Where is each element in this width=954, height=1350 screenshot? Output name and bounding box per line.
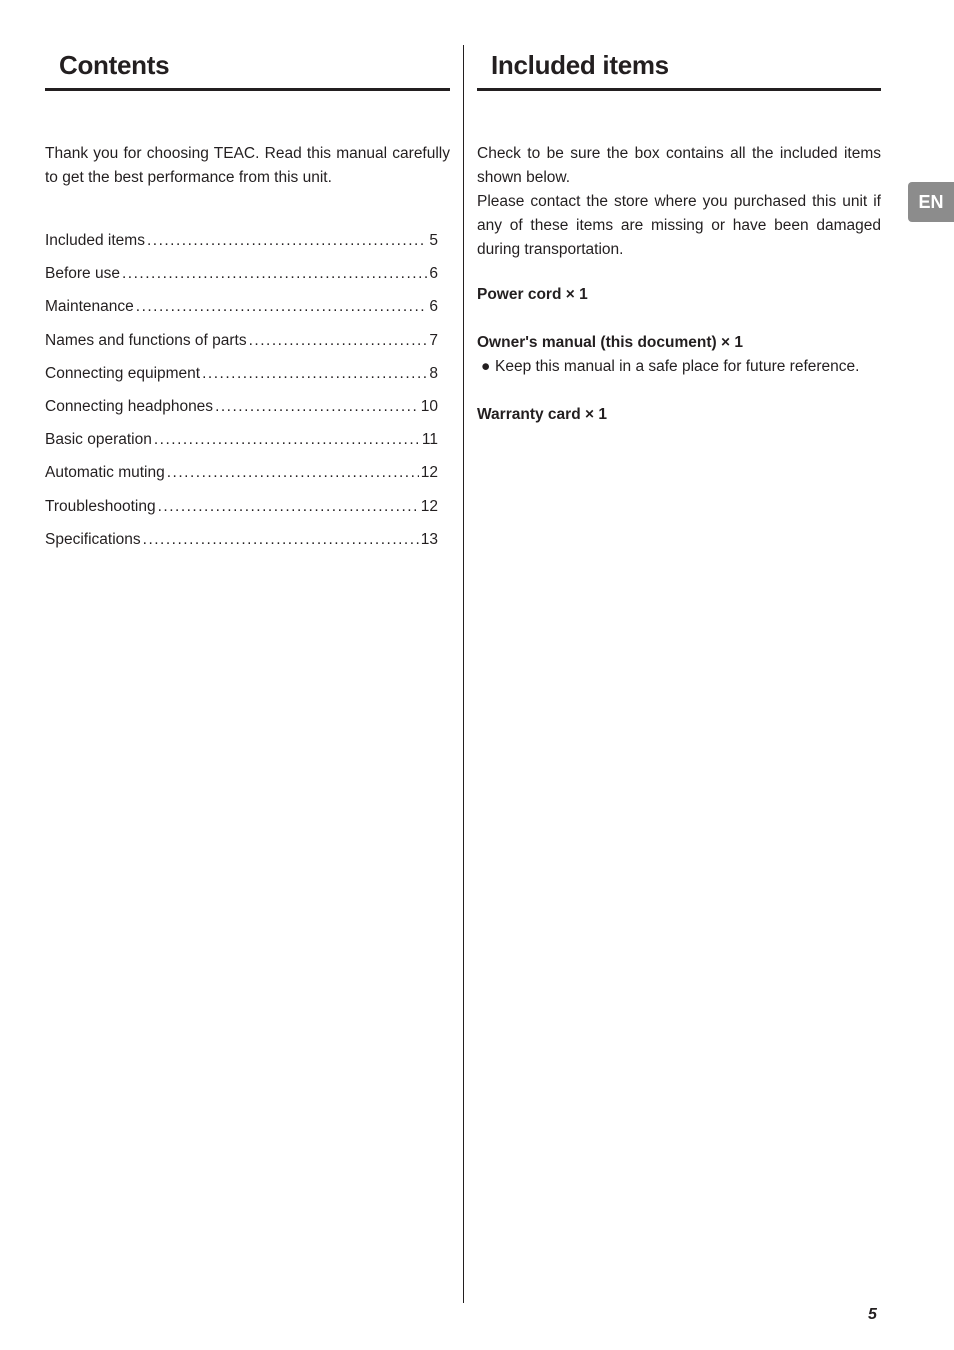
- toc-item-automatic-muting[interactable]: [45, 464, 438, 497]
- toc-page-number: 7: [429, 331, 438, 349]
- included-intro-paragraph: [477, 142, 881, 262]
- toc-leader-dots: [122, 265, 427, 283]
- toc-label: Before use: [45, 265, 120, 283]
- toc-page-number: 12: [420, 464, 438, 482]
- table-of-contents: [45, 232, 438, 564]
- bullet-icon: ●: [481, 358, 491, 375]
- toc-item-included-items[interactable]: [45, 232, 438, 265]
- toc-leader-dots: [249, 332, 428, 350]
- toc-page-number: 13: [420, 530, 438, 548]
- language-tab[interactable]: EN: [908, 182, 954, 222]
- toc-page-number: 6: [429, 298, 438, 316]
- toc-item-names-and-functions[interactable]: [45, 332, 438, 365]
- toc-item-maintenance[interactable]: [45, 298, 438, 331]
- item-power-cord: Power cord × 1: [477, 286, 588, 303]
- intro-paragraph: Thank you for choosing TEAC. Read this manual carefully to get the best performance from this unit.: [45, 145, 450, 186]
- toc-leader-dots: [202, 365, 427, 383]
- toc-leader-dots: [154, 431, 420, 449]
- toc-label: Basic operation: [45, 431, 152, 449]
- toc-page-number: 10: [420, 397, 438, 415]
- toc-leader-dots: [167, 464, 419, 482]
- toc-item-specifications[interactable]: [45, 531, 438, 564]
- toc-leader-dots: [143, 531, 419, 549]
- toc-leader-dots: [215, 398, 419, 416]
- toc-item-connecting-equipment[interactable]: [45, 365, 438, 398]
- toc-label: Specifications: [45, 530, 141, 548]
- toc-label: Connecting headphones: [45, 397, 214, 415]
- contents-heading: Contents: [59, 50, 170, 80]
- contents-title-rule: [45, 88, 450, 91]
- toc-label: Troubleshooting: [45, 497, 156, 515]
- toc-page-number: 12: [420, 497, 438, 515]
- toc-label: Maintenance: [45, 298, 134, 316]
- toc-leader-dots: [136, 298, 428, 316]
- toc-label: Names and functions of parts: [45, 331, 247, 349]
- toc-item-troubleshooting[interactable]: [45, 498, 438, 531]
- manual-note-text: Keep this manual in a safe place for future reference.: [495, 358, 860, 375]
- included-check-text: Check to be sure the box contains all the included items shown below.: [477, 145, 881, 186]
- toc-label: Included items: [45, 232, 145, 249]
- toc-page-number: 6: [429, 265, 438, 283]
- column-divider: [463, 45, 464, 1303]
- toc-item-before-use[interactable]: [45, 265, 438, 298]
- toc-label: Connecting equipment: [45, 364, 201, 382]
- item-owners-manual: Owner's manual (this document) × 1: [477, 334, 743, 351]
- toc-page-number: 5: [429, 232, 438, 249]
- toc-label: Automatic muting: [45, 464, 165, 482]
- manual-note: [481, 358, 859, 376]
- toc-leader-dots: [147, 232, 427, 250]
- page-number: 5: [868, 1306, 877, 1323]
- toc-leader-dots: [158, 498, 419, 516]
- included-title-rule: [477, 88, 881, 91]
- toc-page-number: 11: [421, 431, 438, 449]
- toc-item-basic-operation[interactable]: [45, 431, 438, 464]
- toc-item-connecting-headphones[interactable]: [45, 398, 438, 431]
- included-items-heading: Included items: [491, 50, 669, 80]
- item-warranty-card: Warranty card × 1: [477, 406, 607, 423]
- included-contact-text: Please contact the store where you purchased this unit if any of these items are missing or have been damaged during transportation.: [477, 193, 881, 258]
- toc-page-number: 8: [429, 364, 438, 382]
